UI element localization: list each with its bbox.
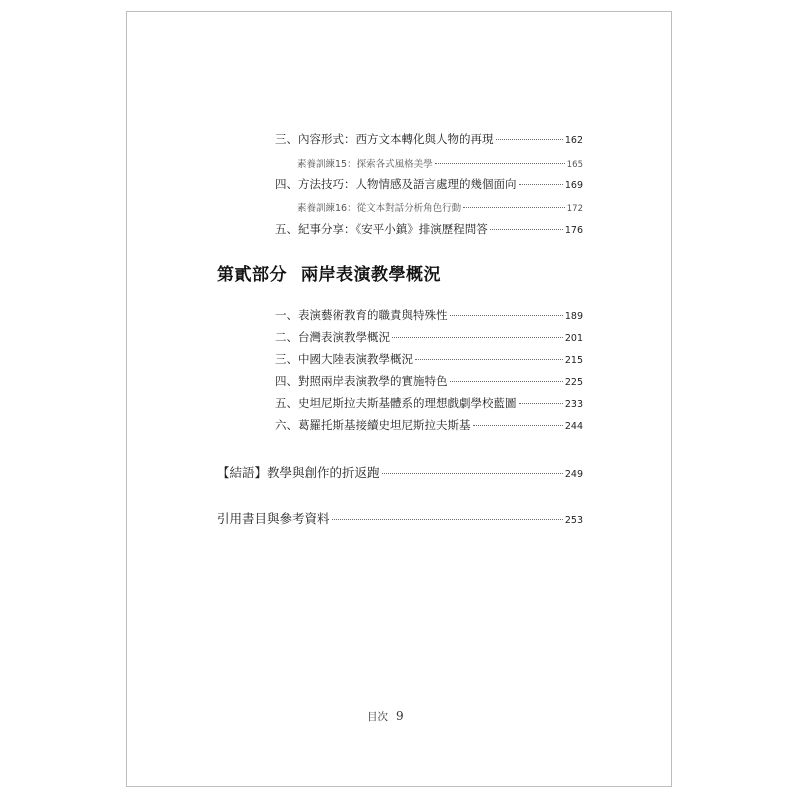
toc-entry[interactable] (275, 417, 583, 433)
toc-subentry[interactable] (297, 200, 583, 214)
toc-entry-label: 三、中國大陸表演教學概況 (275, 352, 413, 366)
toc-subentry[interactable] (297, 156, 583, 170)
dot-leader (415, 359, 563, 360)
toc-subentry-page: 172 (566, 204, 583, 214)
toc-entry-page: 244 (564, 421, 583, 432)
toc-entry-page: 189 (564, 311, 583, 322)
toc-entry-page: 176 (564, 225, 583, 236)
part-heading (217, 260, 441, 285)
dot-leader (519, 403, 563, 404)
toc-subentry-label: 素養訓練16：從文本對話分析角色行動 (297, 203, 462, 214)
toc-entry[interactable] (275, 176, 583, 192)
dot-leader (519, 184, 563, 185)
toc-entry[interactable] (275, 221, 583, 237)
page-footer (367, 709, 404, 724)
toc-entry-label: 一、表演藝術教育的職責與特殊性 (275, 308, 448, 322)
toc-conclusion-entry[interactable] (217, 463, 583, 481)
toc-entry-page: 215 (564, 355, 583, 366)
toc-subentry-page: 165 (566, 160, 583, 170)
toc-entry[interactable] (275, 307, 583, 323)
footer-page-number: 9 (396, 709, 404, 723)
dot-leader (332, 519, 563, 520)
book-page (126, 11, 672, 787)
dot-leader (382, 473, 563, 474)
dot-leader (490, 229, 563, 230)
toc-entry[interactable] (275, 329, 583, 345)
toc-entry-label: 五、史坦尼斯拉夫斯基體系的理想戲劇學校藍圖 (275, 396, 517, 410)
toc-entry[interactable] (275, 395, 583, 411)
dot-leader (450, 381, 563, 382)
toc-entry-page: 225 (564, 377, 583, 388)
toc-subentry-label: 素養訓練15：探索各式風格美學 (297, 159, 433, 170)
toc-entry-page: 169 (564, 180, 583, 191)
toc-entry[interactable] (275, 351, 583, 367)
toc-entry[interactable] (275, 131, 583, 147)
toc-references-page: 253 (564, 515, 583, 526)
dot-leader (473, 425, 563, 426)
toc-entry-label: 四、方法技巧：人物情感及語言處理的幾個面向 (275, 177, 517, 191)
toc-entry-page: 233 (564, 399, 583, 410)
part-heading-number: 第貳部分 (217, 265, 287, 285)
toc-entry-label: 五、紀事分享：《安平小鎮》排演歷程問答 (275, 222, 488, 236)
toc-conclusion-label: 【結語】教學與創作的折返跑 (217, 465, 380, 480)
toc-entry-label: 三、內容形式：西方文本轉化與人物的再現 (275, 132, 494, 146)
toc-entry-label: 六、葛羅托斯基接續史坦尼斯拉夫斯基 (275, 418, 471, 432)
toc-entry-page: 201 (564, 333, 583, 344)
toc-references-entry[interactable] (217, 509, 583, 527)
dot-leader (392, 337, 563, 338)
dot-leader (435, 163, 565, 164)
part-heading-title: 兩岸表演教學概況 (301, 265, 441, 285)
toc-entry-label: 四、對照兩岸表演教學的實施特色 (275, 374, 448, 388)
toc-entry-label: 二、台灣表演教學概況 (275, 330, 390, 344)
dot-leader (450, 315, 563, 316)
toc-entry-page: 162 (564, 135, 583, 146)
footer-section-label: 目次 (367, 711, 388, 723)
toc-entry[interactable] (275, 373, 583, 389)
dot-leader (463, 207, 565, 208)
dot-leader (496, 139, 563, 140)
toc-references-label: 引用書目與參考資料 (217, 511, 330, 526)
toc-conclusion-page: 249 (564, 469, 583, 480)
